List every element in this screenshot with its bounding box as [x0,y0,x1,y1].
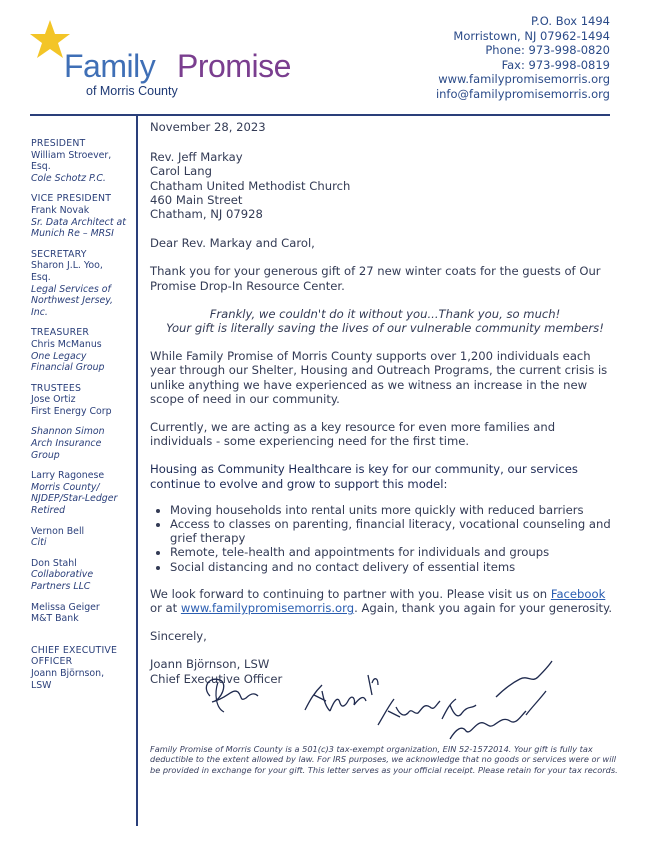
email-link[interactable]: info@familypromisemorris.org [435,86,610,101]
trustee-name: Shannon Simon [31,426,105,438]
recipient-address [150,150,620,221]
trustee-name: Jose Ortiz [31,394,76,406]
list-item: • Social distancing and no contact delivery of essential items [170,560,620,574]
trustee-affiliation: First Energy Corp [31,405,112,417]
board-secretary [31,249,131,319]
trustee-affiliation: NJDEP/Star-Ledger [31,493,118,505]
ceo-name: Joann Björnson, [31,667,105,679]
board-sidebar [31,138,131,700]
paragraph-resource: Currently, we are acting as a key resource for even more families and individuals - some experiencing need for the first time. [150,420,556,449]
letter-body [150,120,620,686]
role-label: TREASURER [31,327,90,339]
trustee-name: Melissa Geiger [31,601,100,613]
role-label: PRESIDENT [31,138,86,149]
salutation: Dear Rev. Markay and Carol, [150,236,315,251]
partner-text: or at [150,601,181,616]
contact-block [436,14,610,102]
trustee-affiliation: Arch Insurance [31,438,102,450]
trustee-name: Larry Ragonese [31,470,105,482]
board-name-suffix: Esq. [31,161,51,173]
partner-text: . Again, thank you again for your generosity. [354,601,612,616]
fax-line: Fax: 973-998-0819 [501,57,610,72]
board-affiliation: Sr. Data Architect at [31,216,126,228]
facebook-link[interactable]: Facebook [550,586,606,601]
trustee-entry [31,602,131,625]
board-name: Chris McManus [31,338,102,350]
board-affiliation: Northwest Jersey, [31,295,114,307]
sidebar-divider [136,116,138,826]
phone-line: Phone: 973-998-0820 [485,43,610,58]
trustee-entry [31,558,131,593]
list-item: • Access to classes on parenting, financial literacy, vocational counseling and grief therapy [170,517,620,545]
closing: Sincerely, [150,629,207,644]
role-label: OFFICER [31,656,73,668]
signature-icon [198,668,268,718]
trustee-name: Don Stahl [31,557,77,569]
board-affiliation: Munich Re – MRSI [31,228,114,240]
logo-subtitle: of Morris County [86,84,178,98]
header-divider [30,114,610,116]
recipient-line: Rev. Jeff Markay [150,150,243,165]
trustee-affiliation: Citi [31,537,47,549]
website-link[interactable]: www.familypromisemorris.org [438,72,610,87]
board-affiliation: Legal Services of [31,283,111,295]
quote-line: Your gift is literally saving the lives of our vulnerable community members! [166,321,604,336]
logo-family-text: Family [64,48,156,84]
signer-name: Joann Björnson, LSW [150,657,270,672]
city-line: Morristown, NJ 07962-1494 [453,28,610,43]
trustee-entry [31,526,131,549]
signer-title: Chief Executive Officer [150,671,283,686]
paragraph-healthcare: Housing as Community Healthcare is key for our community, our services continue to evolve and grow to support this model: [150,462,578,491]
board-trustees-head [31,383,131,418]
paragraph-support: While Family Promise of Morris County supports over 1,200 individuals each year through our Shelter, Housing and Outreach Programs, the current crisis is unlike anything we have experienced as we witness an increase in the new scope of need in our community. [150,349,608,406]
board-affiliation: One Legacy [31,350,87,362]
role-label: SECRETARY [31,248,87,260]
trustee-affiliation: M&T Bank [31,613,79,625]
paragraph-thanks: Thank you for your generous gift of 27 new winter coats for the guests of Our Promise Drop-In Resource Center. [150,264,601,293]
board-president [31,138,131,184]
services-list [150,503,620,574]
logo-promise-text: Promise [177,48,291,84]
recipient-line: Chatham United Methodist Church [150,178,351,193]
board-ceo [31,645,131,691]
recipient-line: Carol Lang [150,164,212,179]
letter-date: November 28, 2023 [150,120,266,134]
trustee-affiliation: Collaborative [31,569,94,581]
board-name: Sharon J.L. Yoo, [31,260,103,272]
org-logo [30,18,310,98]
list-item: • Moving households into rental units more quickly with reduced barriers [170,503,620,517]
recipient-line: Chatham, NJ 07928 [150,207,263,222]
board-affiliation: Cole Schotz P.C. [31,172,106,184]
quote-block [150,307,620,335]
handwritten-note-icon [300,655,560,745]
quote-line: Frankly, we couldn't do it without you...Thank you, so much! [209,306,561,321]
trustee-entry [31,470,131,516]
ceo-credential: LSW [31,679,52,691]
po-box: P.O. Box 1494 [531,14,610,28]
board-name: William Stroever, [31,149,112,161]
trustee-affiliation: Group [31,449,60,461]
trustee-name: Vernon Bell [31,525,85,537]
board-treasurer [31,327,131,373]
trustee-affiliation: Partners LLC [31,581,91,592]
trustee-entry [31,426,131,461]
board-affiliation: Financial Group [31,362,105,374]
trustee-affiliation: Retired [31,505,66,517]
role-label: VICE PRESIDENT [31,193,112,205]
board-vice-president [31,193,131,239]
tax-footer: Family Promise of Morris County is a 501(c)3 tax-exempt organization, EIN 52-1572014. Your gift is fully tax deductible to the extent allowed by law. For IRS purposes, we acknowledge that no goods or services were or will be provided in exchange for your gift. This letter serves as your official receipt. Please retain for your tax records. [150,744,618,775]
board-name: Frank Novak [31,204,90,216]
board-name-suffix: Esq. [31,271,51,283]
partner-text: We look forward to continuing to partner with you. Please visit us on [150,586,551,601]
role-label: TRUSTEES [31,382,82,394]
list-item: • Remote, tele-health and appointments for individuals and groups [170,545,620,559]
role-label: CHIEF EXECUTIVE [31,644,118,656]
trustee-affiliation: Morris County/ [31,481,100,493]
recipient-line: 460 Main Street [150,192,243,207]
website-link[interactable]: www.familypromisemorris.org [180,601,355,616]
board-affiliation: Inc. [31,306,48,318]
paragraph-partner [150,587,620,615]
